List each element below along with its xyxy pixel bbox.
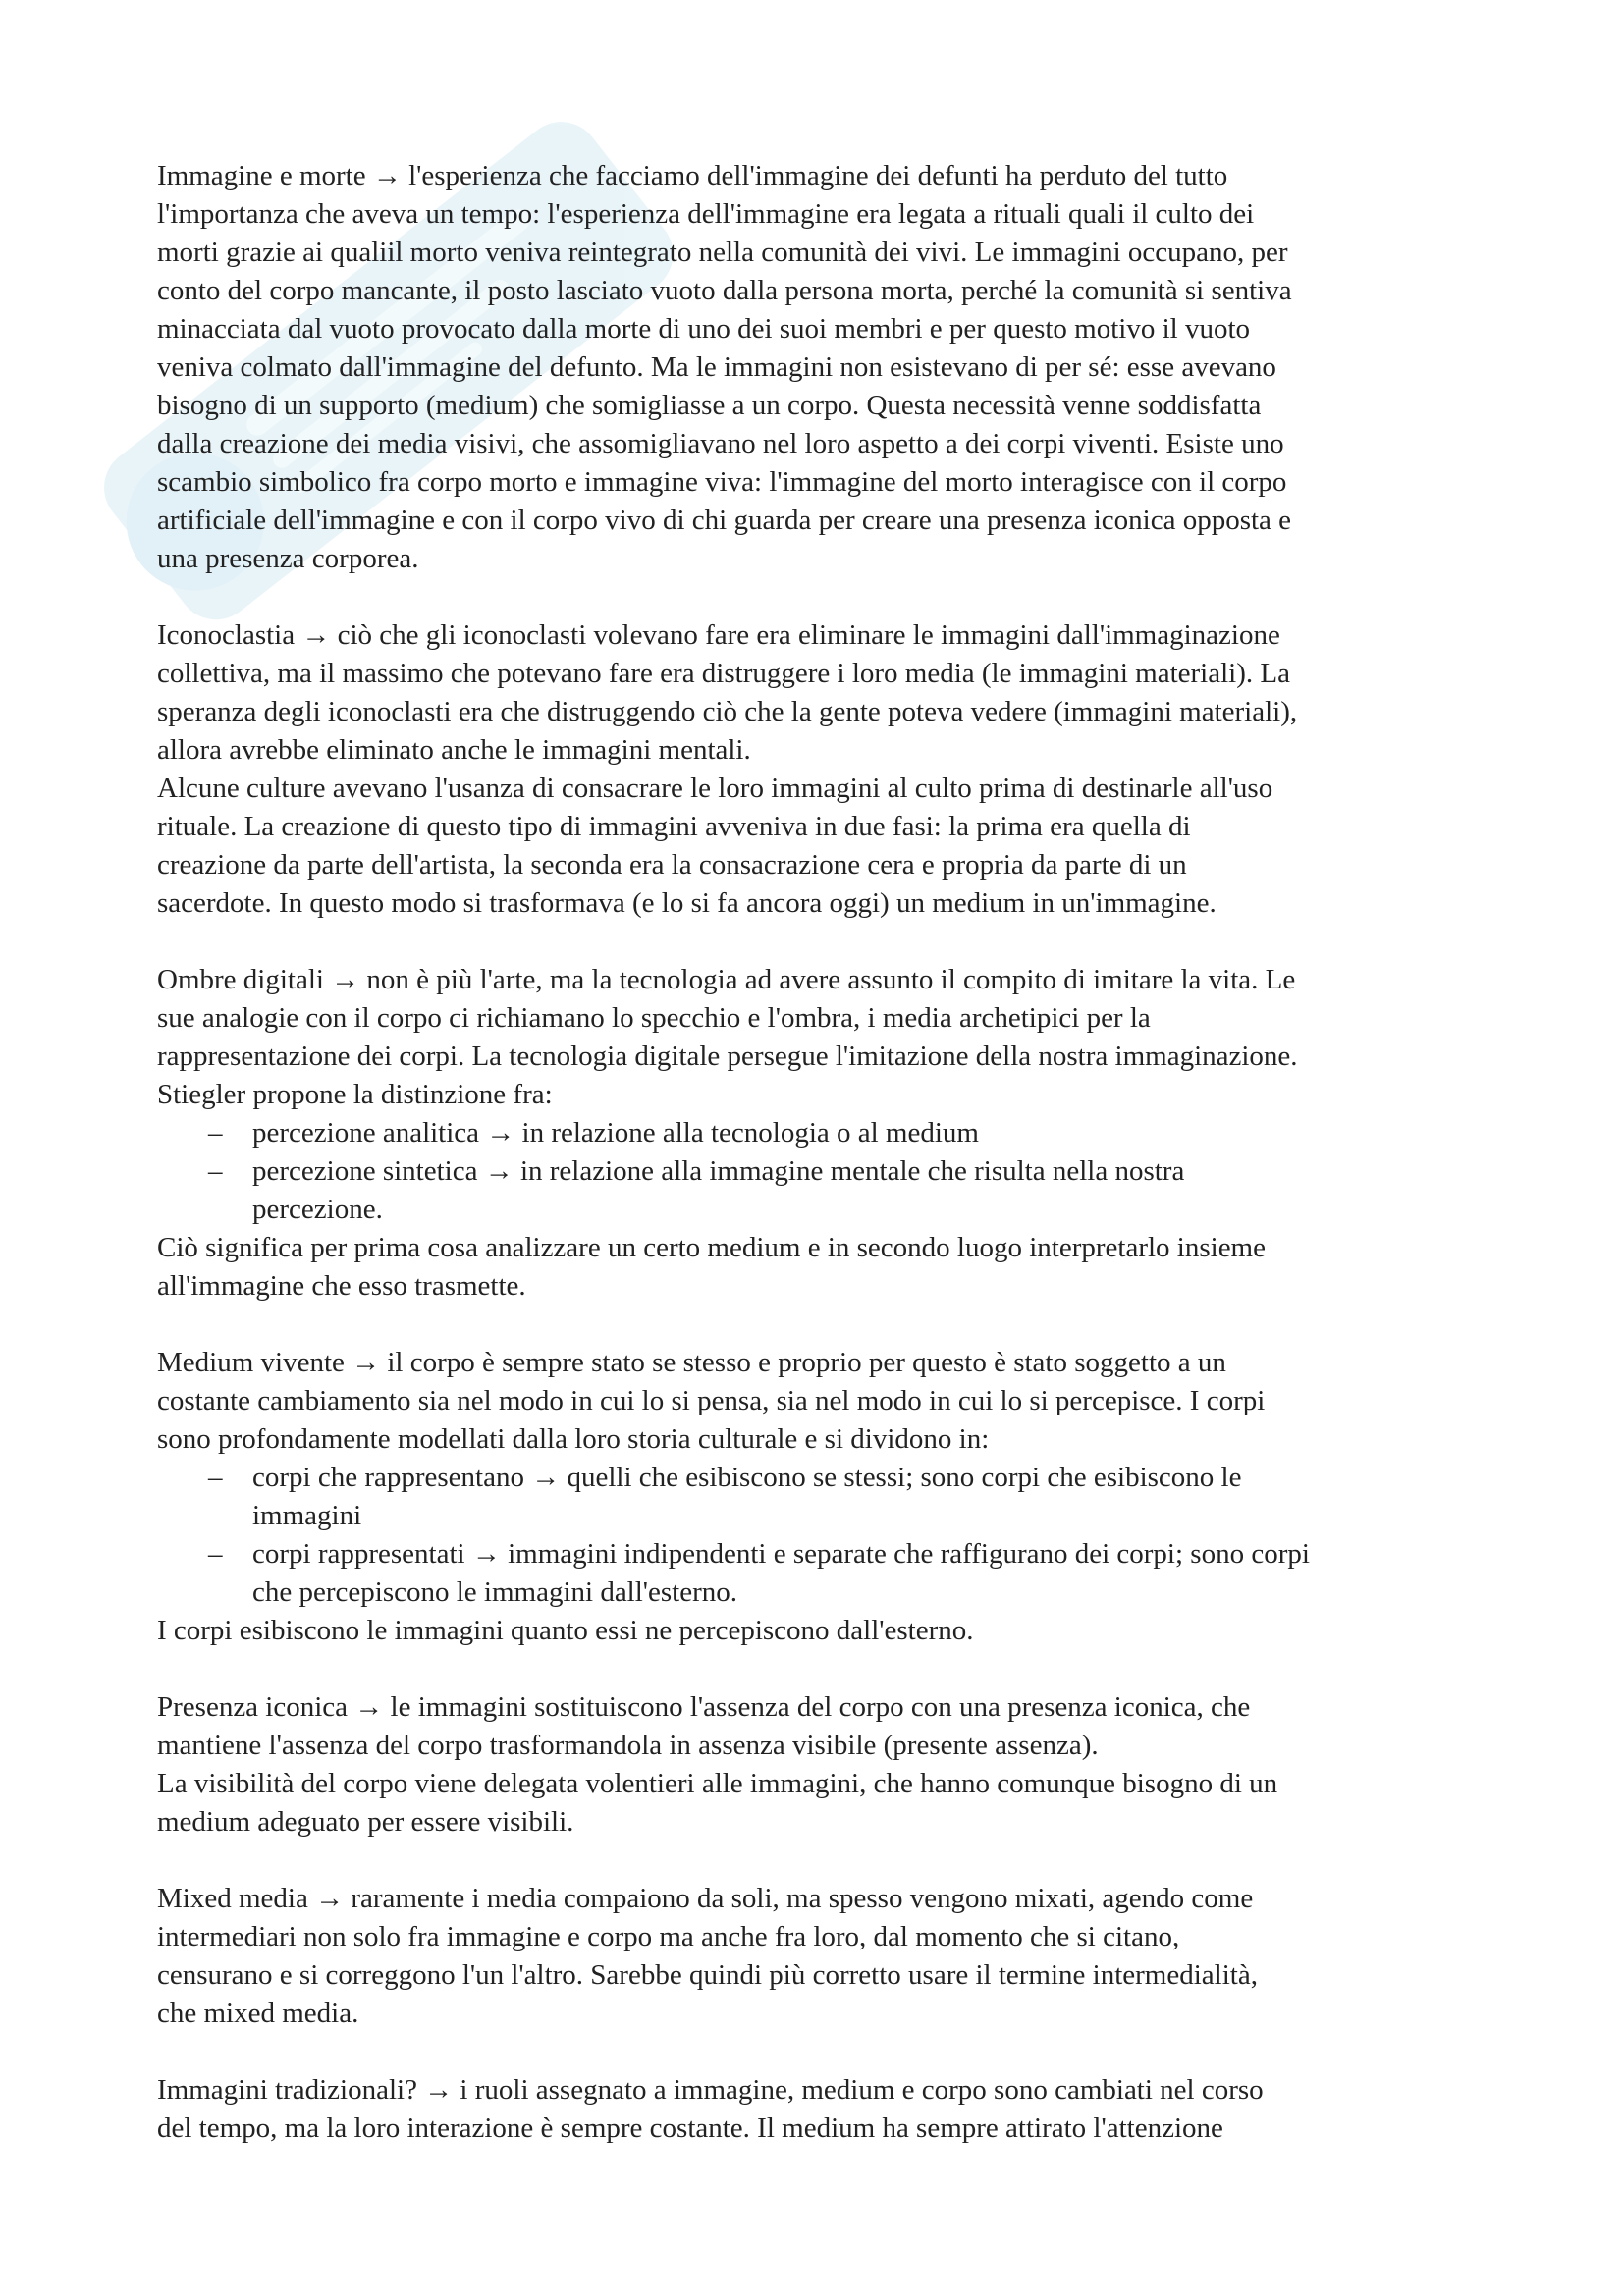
text-line: Ombre digitali → non è più l'arte, ma la tecnologia ad avere assunto il compito di imitare la vita. Le: [157, 964, 1296, 995]
text-line: medium adeguato per essere visibili.: [157, 1806, 574, 1838]
text-line: creazione da parte dell'artista, la seconda era la consacrazione cera e propria da parte di un: [157, 849, 1187, 881]
text-line: collettiva, ma il massimo che potevano fare era distruggere i loro media (le immagini materiali). La: [157, 658, 1290, 689]
text-line: Presenza iconica → le immagini sostituiscono l'assenza del corpo con una presenza iconica, che: [157, 1691, 1251, 1723]
text-line: Mixed media → raramente i media compaiono da soli, ma spesso vengono mixati, agendo come: [157, 1883, 1254, 1914]
text-line: che percepiscono le immagini dall'esterno.: [252, 1576, 738, 1608]
text-line: Immagini tradizionali? → i ruoli assegnato a immagine, medium e corpo sono cambiati nel corso: [157, 2074, 1264, 2106]
text-line: artificiale dell'immagine e con il corpo vivo di chi guarda per creare una presenza iconica opposta e: [157, 505, 1292, 536]
dash-bullet-icon: –: [208, 1155, 223, 1187]
text-line: rituale. La creazione di questo tipo di immagini avveniva in due fasi: la prima era quella di: [157, 811, 1191, 842]
text-line: Medium vivente → il corpo è sempre stato se stesso e proprio per questo è stato soggetto a un: [157, 1347, 1226, 1378]
text-line: scambio simbolico fra corpo morto e immagine viva: l'immagine del morto interagisce con il corpo: [157, 466, 1287, 498]
dash-bullet-icon: –: [208, 1117, 223, 1148]
text-line: veniva colmato dall'immagine del defunto. Ma le immagini non esistevano di per sé: esse avevano: [157, 351, 1276, 383]
text-line: rappresentazione dei corpi. La tecnologia digitale persegue l'imitazione della nostra immaginazione.: [157, 1041, 1298, 1072]
text-line: Ciò significa per prima cosa analizzare un certo medium e in secondo luogo interpretarlo insieme: [157, 1232, 1266, 1263]
list-item: [157, 1535, 1492, 1612]
bullet-list: [157, 1114, 1492, 1229]
dash-bullet-icon: –: [208, 1462, 223, 1493]
text-line: una presenza corporea.: [157, 543, 419, 574]
text-line: Alcune culture avevano l'usanza di consacrare le loro immagini al culto prima di destinarle all'uso: [157, 773, 1273, 804]
text-line: del tempo, ma la loro interazione è sempre costante. Il medium ha sempre attirato l'attenzione: [157, 2112, 1223, 2144]
bullet-list: [157, 1459, 1492, 1612]
text-line: bisogno di un supporto (medium) che somigliasse a un corpo. Questa necessità venne soddisfatta: [157, 390, 1262, 421]
paragraph-ombre-digitali: [157, 961, 1492, 1306]
text-line: La visibilità del corpo viene delegata volentieri alle immagini, che hanno comunque bisogno di un: [157, 1768, 1278, 1799]
text-line: che mixed media.: [157, 1998, 359, 2029]
dash-bullet-icon: –: [208, 1538, 223, 1570]
text-line: Immagine e morte → l'esperienza che facciamo dell'immagine dei defunti ha perduto del tutto: [157, 160, 1228, 191]
text-line: speranza degli iconoclasti era che distruggendo ciò che la gente poteva vedere (immagini materiali),: [157, 696, 1298, 727]
document-body: [157, 157, 1492, 2148]
list-item: [157, 1459, 1492, 1535]
paragraph-medium-vivente: [157, 1344, 1492, 1650]
text-line: censurano e si correggono l'un l'altro. Sarebbe quindi più corretto usare il termine intermedialità,: [157, 1959, 1258, 1991]
text-line: sacerdote. In questo modo si trasformava (e lo si fa ancora oggi) un medium in un'immagine.: [157, 887, 1217, 919]
text-line: I corpi esibiscono le immagini quanto essi ne percepiscono dall'esterno.: [157, 1615, 974, 1646]
text-line: Stiegler propone la distinzione fra:: [157, 1079, 553, 1110]
paragraph-immagini-tradizionali: [157, 2071, 1492, 2148]
list-item: [157, 1152, 1492, 1229]
paragraph-presenza-iconica: [157, 1688, 1492, 1842]
text-line: Iconoclastia → ciò che gli iconoclasti volevano fare era eliminare le immagini dall'immaginazione: [157, 619, 1280, 651]
text-line: mantiene l'assenza del corpo trasformandola in assenza visibile (presente assenza).: [157, 1730, 1099, 1761]
paragraph-iconoclastia: [157, 616, 1492, 923]
text-line: sue analogie con il corpo ci richiamano lo specchio e l'ombra, i media archetipici per la: [157, 1002, 1151, 1034]
text-line: intermediari non solo fra immagine e corpo ma anche fra loro, dal momento che si citano,: [157, 1921, 1180, 1952]
list-item: [157, 1114, 1492, 1152]
text-line: allora avrebbe eliminato anche le immagini mentali.: [157, 734, 751, 766]
text-line: corpi rappresentati → immagini indipendenti e separate che raffigurano dei corpi; sono corpi: [252, 1538, 1310, 1570]
text-line: sono profondamente modellati dalla loro storia culturale e si dividono in:: [157, 1423, 990, 1455]
text-line: corpi che rappresentano → quelli che esibiscono se stessi; sono corpi che esibiscono le: [252, 1462, 1242, 1493]
text-line: minacciata dal vuoto provocato dalla morte di uno dei suoi membri e per questo motivo il vuoto: [157, 313, 1251, 345]
text-line: immagini: [252, 1500, 362, 1531]
text-line: percezione.: [252, 1194, 383, 1225]
text-line: all'immagine che esso trasmette.: [157, 1270, 526, 1302]
paragraph-mixed-media: [157, 1880, 1492, 2033]
text-line: l'importanza che aveva un tempo: l'esperienza dell'immagine era legata a rituali quali il culto dei: [157, 198, 1255, 230]
text-line: morti grazie ai qualiil morto veniva reintegrato nella comunità dei vivi. Le immagini occupano, per: [157, 237, 1288, 268]
paragraph-immagine-e-morte: [157, 157, 1492, 578]
text-line: percezione sintetica → in relazione alla immagine mentale che risulta nella nostra: [252, 1155, 1185, 1187]
text-line: percezione analitica → in relazione alla tecnologia o al medium: [252, 1117, 979, 1148]
text-line: costante cambiamento sia nel modo in cui lo si pensa, sia nel modo in cui lo si percepisce. I corpi: [157, 1385, 1266, 1416]
text-line: conto del corpo mancante, il posto lasciato vuoto dalla persona morta, perché la comunità si sentiva: [157, 275, 1292, 306]
text-line: dalla creazione dei media visivi, che assomigliavano nel loro aspetto a dei corpi viventi. Esiste uno: [157, 428, 1284, 459]
